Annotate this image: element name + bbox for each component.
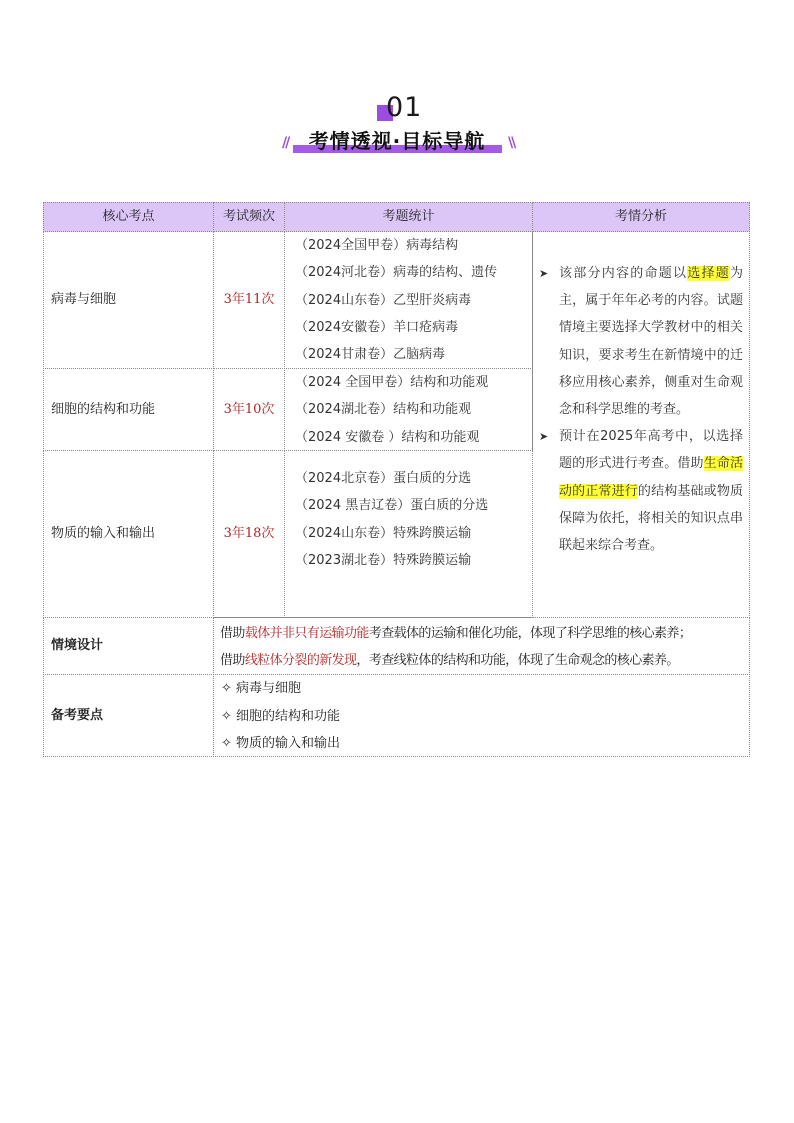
scenario-label: 情境设计 bbox=[51, 638, 104, 653]
frequency-cell bbox=[213, 231, 285, 369]
slash-right-decor: \\ bbox=[508, 135, 515, 151]
frequency-text: 3年11次 bbox=[223, 292, 275, 307]
arrow-bullet-icon: ➤ bbox=[539, 430, 549, 444]
stats-item: （2024 全国甲卷）结构和功能观 bbox=[295, 375, 489, 390]
stats-item: （2024安徽卷）羊口疮病毒 bbox=[295, 319, 459, 335]
stats-item: （2024山东卷）特殊跨膜运输 bbox=[295, 525, 472, 541]
analysis-point bbox=[539, 260, 743, 423]
analysis-text: 该部分内容的命题以选择题为主，属于年年必考的内容。试题情境主要选择大学教材中的相关知识，要求考生在新情境中的迁移应用核心素养，侧重对生命观念和科学思维的考查。 bbox=[559, 266, 743, 418]
frequency-cell bbox=[213, 450, 285, 618]
header-analysis: 考情分析 bbox=[532, 202, 750, 232]
frequency-cell bbox=[213, 368, 285, 451]
emphasis-text: 载体并非只有运输功能 bbox=[244, 626, 369, 641]
star-bullet-icon: ✧ bbox=[221, 736, 232, 751]
slash-left-decor: // bbox=[282, 135, 289, 151]
topic-text: 物质的输入和输出 bbox=[51, 526, 156, 541]
stats-item: （2024 黑吉辽卷）蛋白质的分选 bbox=[295, 498, 489, 514]
scenario-line: 借助载体并非只有运输功能考查载体的运输和催化功能，体现了科学思维的核心素养； bbox=[220, 626, 692, 641]
frequency-text: 3年18次 bbox=[223, 526, 275, 541]
stats-cell bbox=[284, 450, 533, 618]
section-number-wrap bbox=[377, 92, 422, 124]
section-number: 01 bbox=[386, 92, 423, 123]
header-core-topic: 核心考点 bbox=[43, 202, 214, 232]
scenario-label-cell bbox=[43, 617, 214, 675]
stats-item: （2024 安徽卷 ）结构和功能观 bbox=[295, 429, 480, 445]
stats-cell bbox=[284, 368, 533, 451]
prep-label-cell bbox=[43, 674, 214, 757]
stats-item: （2024北京卷）蛋白质的分选 bbox=[295, 471, 472, 486]
scenario-content-cell bbox=[213, 617, 750, 675]
section-title: 考情透视·目标导航 bbox=[308, 129, 486, 153]
stats-item: （2024河北卷）病毒的结构、遗传 bbox=[295, 265, 498, 281]
star-bullet-icon: ✧ bbox=[221, 708, 232, 724]
arrow-bullet-icon: ➤ bbox=[539, 267, 549, 280]
topic-cell bbox=[43, 450, 214, 618]
highlight-text: 生命活动的正常进行 bbox=[559, 456, 743, 499]
prep-content-cell bbox=[213, 674, 750, 757]
analysis-point bbox=[539, 423, 743, 559]
stats-cell bbox=[284, 231, 533, 369]
header-question-stats: 考题统计 bbox=[284, 202, 533, 232]
prep-item: ✧ 物质的输入和输出 bbox=[221, 736, 341, 751]
stats-item: （2024全国甲卷）病毒结构 bbox=[295, 238, 459, 253]
topic-cell bbox=[43, 368, 214, 451]
frequency-text: 3年10次 bbox=[223, 401, 275, 417]
stats-item: （2024湖北卷）结构和功能观 bbox=[295, 402, 472, 418]
topic-text: 细胞的结构和功能 bbox=[51, 401, 156, 417]
prep-item: ✧ 病毒与细胞 bbox=[221, 681, 302, 696]
prep-label: 备考要点 bbox=[51, 707, 104, 723]
analysis-cell bbox=[532, 231, 750, 618]
highlight-text: 选择题 bbox=[687, 266, 730, 281]
header-frequency: 考试频次 bbox=[213, 202, 285, 232]
scenario-line: 借助线粒体分裂的新发现，考查线粒体的结构和功能，体现了生命观念的核心素养。 bbox=[220, 653, 679, 668]
analysis-text: 预计在2025年高考中，以选择题的形式进行考查。借助生命活动的正常进行的结构基础或物质保障为依托，将相关的知识点串联起来综合考查。 bbox=[559, 429, 743, 554]
stats-item: （2023湖北卷）特殊跨膜运输 bbox=[295, 552, 472, 568]
topic-text: 病毒与细胞 bbox=[51, 292, 117, 307]
exam-analysis-table bbox=[43, 202, 750, 757]
star-bullet-icon: ✧ bbox=[221, 681, 232, 696]
section-title-wrap bbox=[0, 128, 794, 158]
section-heading bbox=[0, 92, 794, 162]
stats-item: （2024甘肃卷）乙脑病毒 bbox=[295, 347, 446, 363]
prep-item: ✧ 细胞的结构和功能 bbox=[221, 708, 341, 724]
emphasis-text: 线粒体分裂的新发现 bbox=[244, 653, 357, 668]
stats-item: （2024山东卷）乙型肝炎病毒 bbox=[295, 292, 472, 308]
topic-cell bbox=[43, 231, 214, 369]
